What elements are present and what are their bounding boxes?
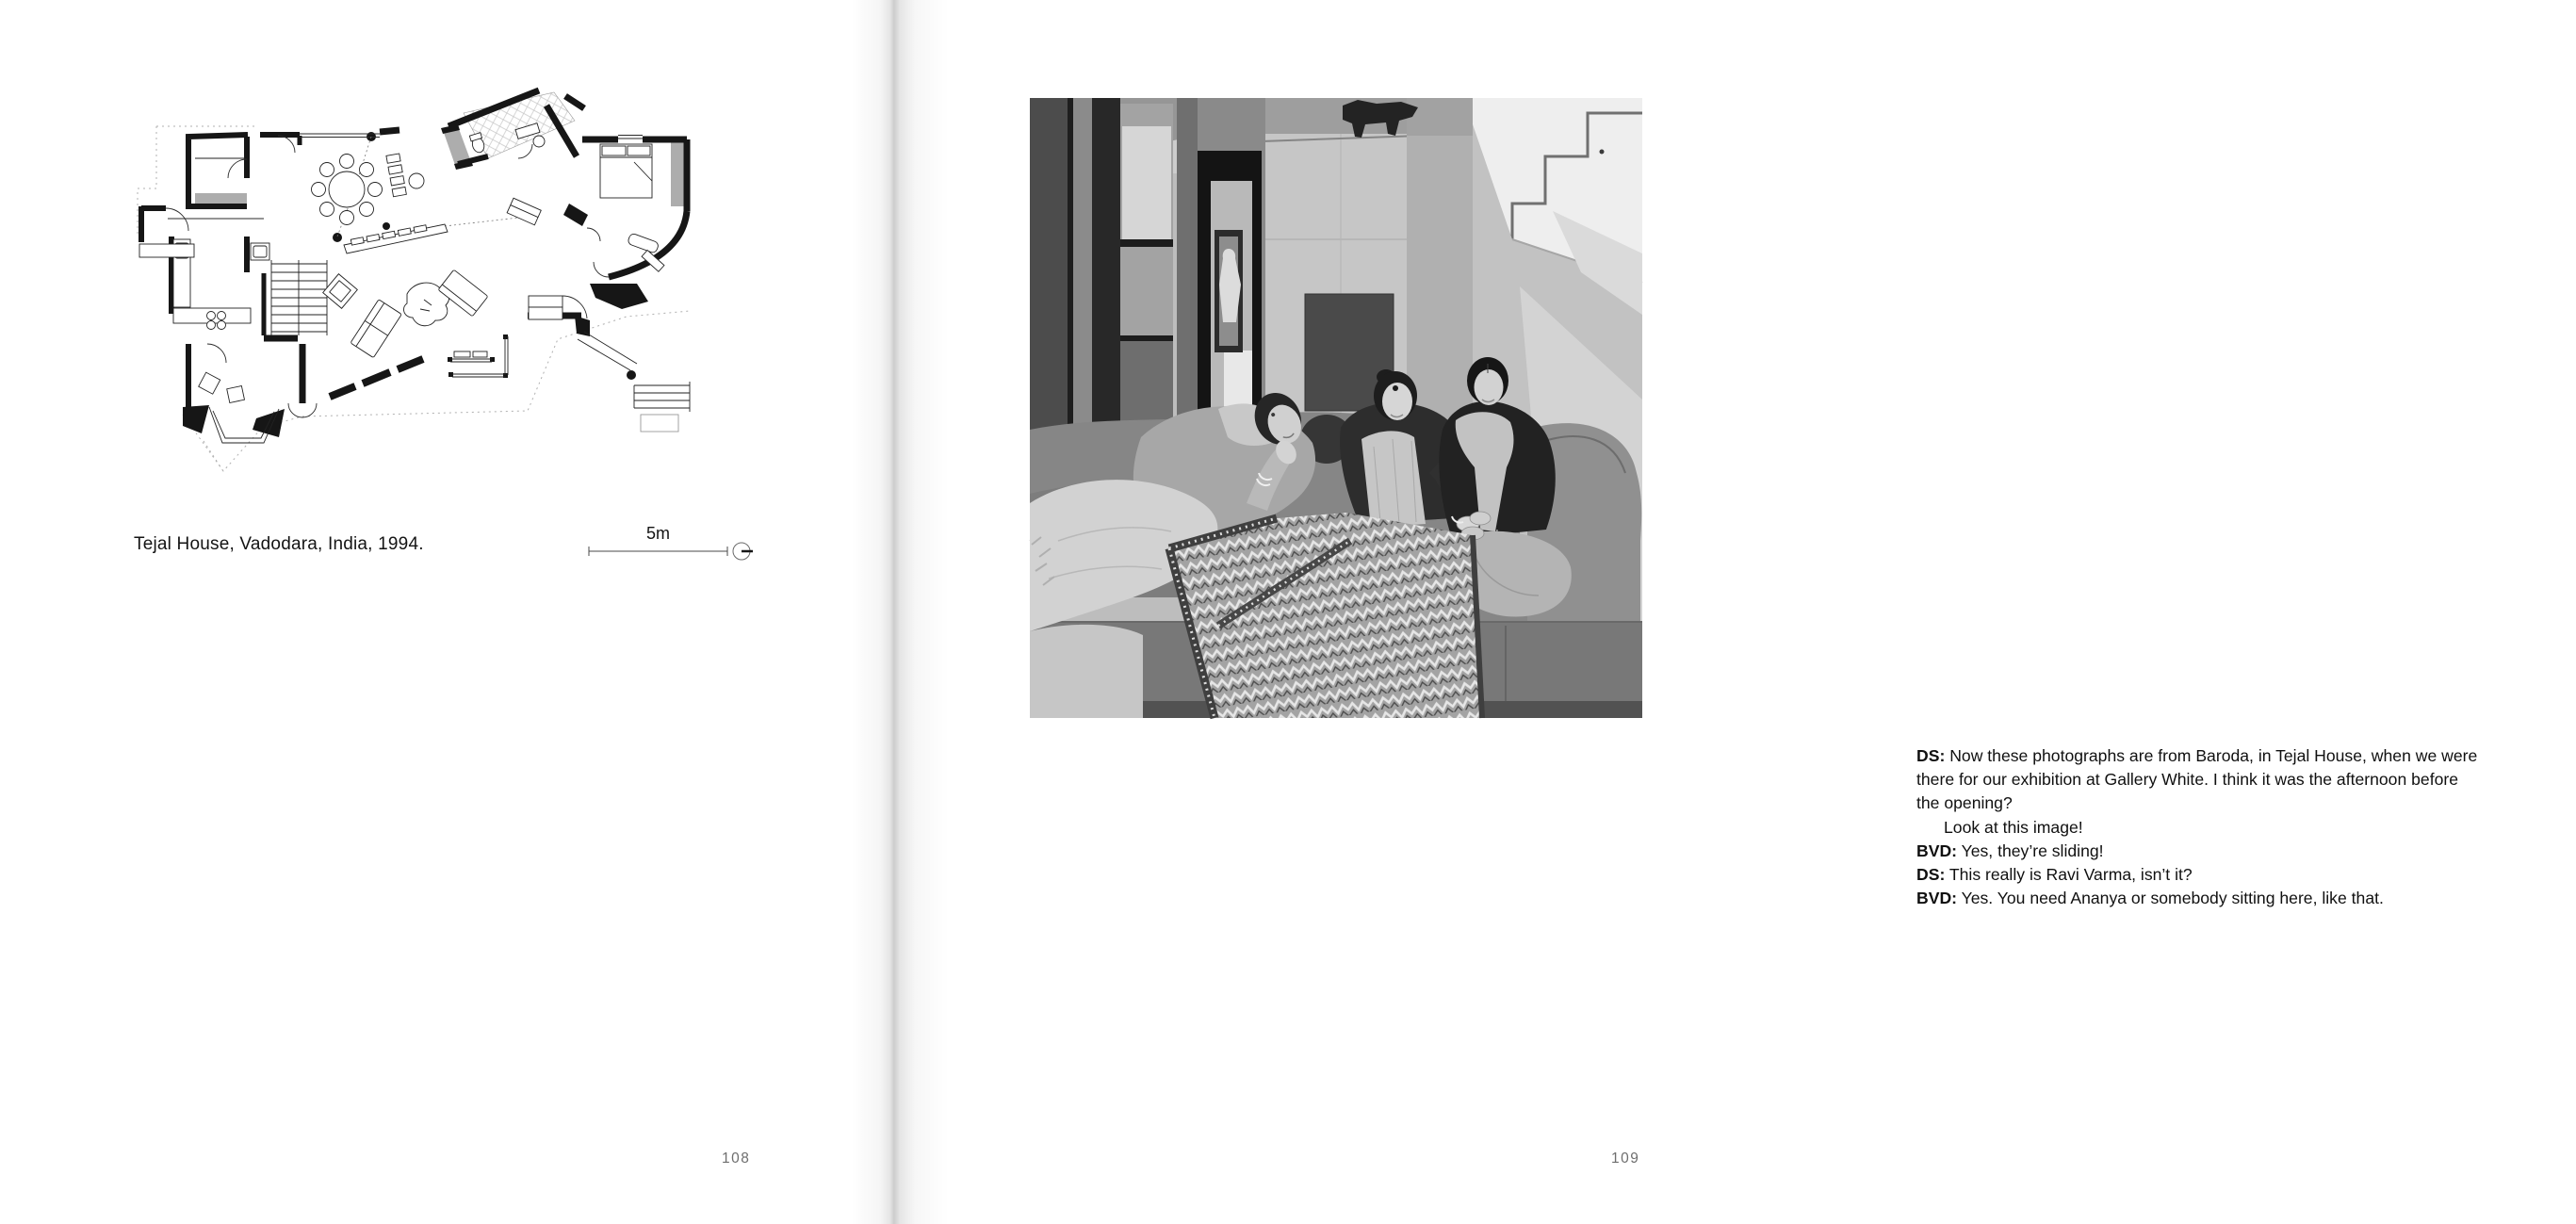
walls [141, 90, 687, 415]
dialogue-line [1916, 840, 2576, 863]
right-page [890, 0, 2478, 1224]
sofa [351, 300, 401, 358]
north-symbol [733, 543, 753, 560]
dialogue-line [1916, 792, 2576, 815]
sink [533, 136, 545, 147]
stool [409, 173, 424, 188]
dialogue-text: the opening? [1916, 793, 2013, 813]
page-number-left: 108 [722, 1151, 751, 1167]
speaker-label: BVD: [1916, 889, 1958, 908]
stone-pillar [1407, 98, 1477, 423]
wall-wedges [183, 124, 648, 437]
bed [600, 144, 652, 198]
dialogue-text: This really is Ravi Varma, isn’t it? [1945, 865, 2193, 885]
sideboard [386, 154, 406, 197]
dialogue-text: there for our exhibition at Gallery White. I think it was the afternoon before [1916, 770, 2459, 790]
page-number-right: 109 [1611, 1151, 1640, 1167]
dialogue-line [1916, 863, 2576, 887]
furniture [139, 123, 690, 443]
side-table [323, 274, 358, 309]
curved-bench [628, 233, 660, 253]
dialogue-line [1916, 768, 2576, 792]
floor-plan-drawing [113, 83, 697, 498]
dialogue-text: Now these photographs are from Baroda, in Tejal House, when we were [1945, 746, 2478, 765]
deck-railing [450, 336, 508, 377]
speaker-label: DS: [1916, 865, 1946, 885]
dialogue-line [1916, 816, 2576, 840]
speaker-label: DS: [1916, 746, 1946, 765]
stairs [271, 260, 327, 335]
dialogue-block [1916, 744, 2576, 910]
figure-caption: Tejal House, Vadodara, India, 1994. [134, 534, 424, 554]
dialogue-text: Look at this image! [1944, 817, 2083, 837]
dialogue-text: Yes. You need Ananya or somebody sitting here, like that. [1957, 889, 2384, 908]
scale-bar-graphic [586, 524, 765, 567]
scale-bar [586, 524, 765, 567]
dialogue-text: Yes, they’re sliding! [1957, 840, 2104, 860]
chevron-throw [1169, 513, 1482, 718]
dining-table [312, 155, 383, 225]
speaker-label: BVD: [1916, 840, 1958, 860]
scale-label: 5m [646, 524, 671, 543]
stove-burner [207, 312, 216, 320]
photograph-three-women-on-sofa [1030, 98, 1642, 718]
dialogue-line [1916, 744, 2576, 768]
left-page [0, 0, 890, 1224]
face [1475, 369, 1504, 405]
dialogue-line [1916, 887, 2576, 910]
exterior-steps [634, 382, 690, 412]
framed-portrait [1215, 230, 1243, 352]
bindi [1393, 385, 1398, 391]
window-seat [507, 198, 541, 225]
sofa-2 [438, 269, 488, 317]
